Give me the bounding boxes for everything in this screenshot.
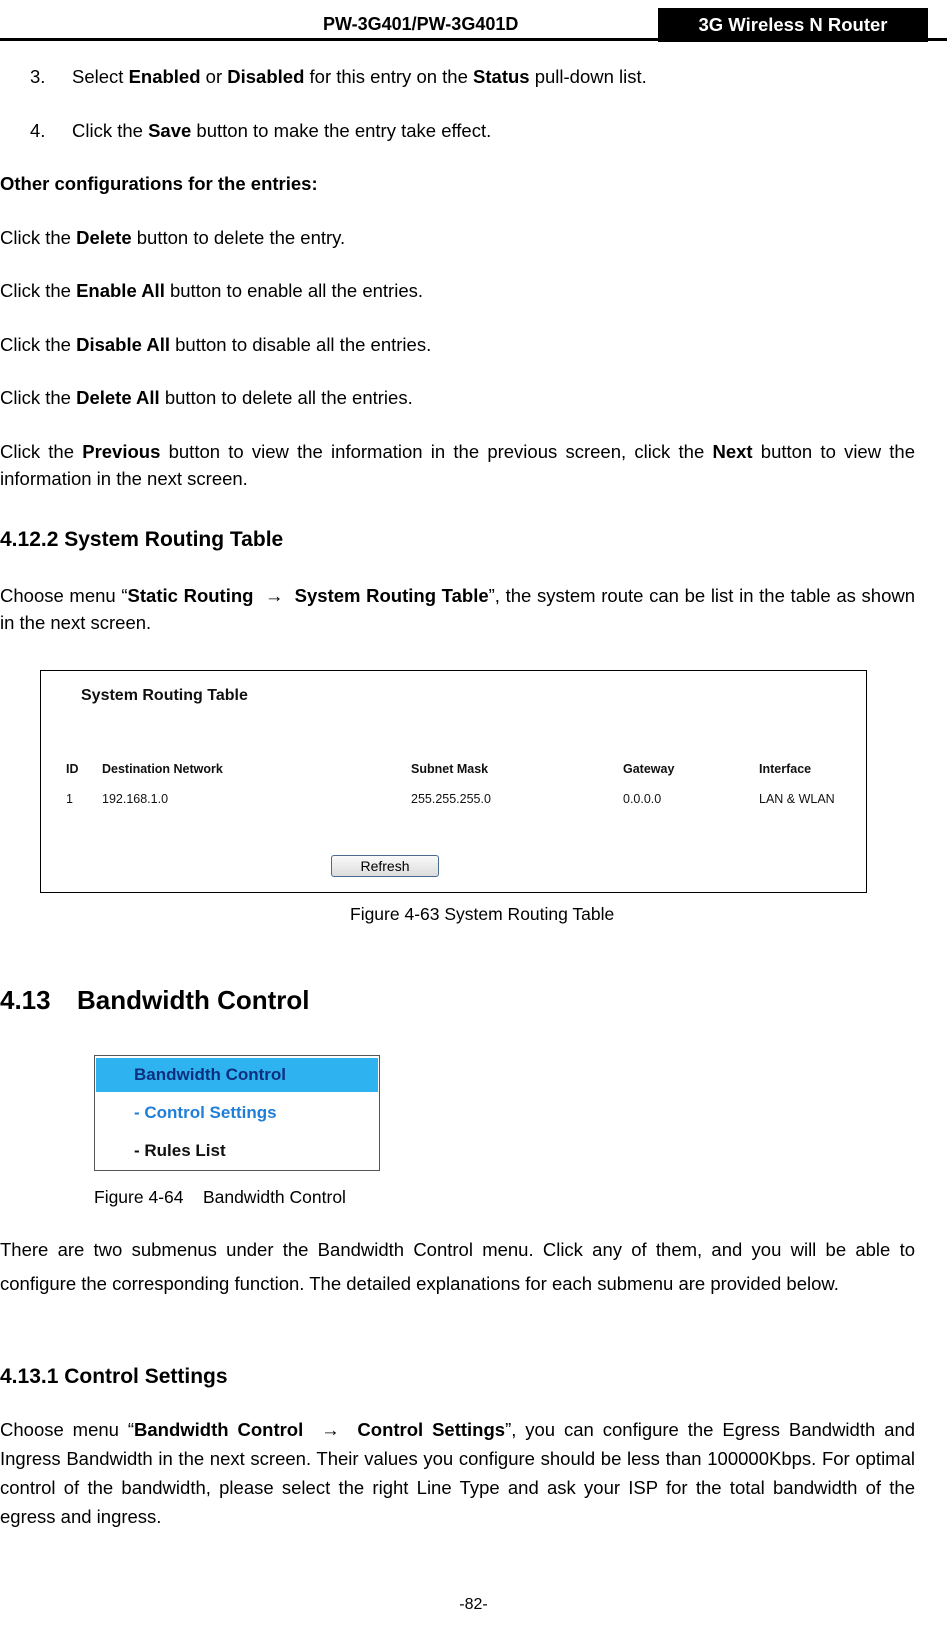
arrow-icon: →: [264, 585, 284, 606]
header-model: PW-3G401/PW-3G401D: [323, 14, 519, 34]
para-bold: Bandwidth Control: [134, 1419, 304, 1440]
page-number: -82-: [459, 1596, 488, 1613]
step-text: or: [200, 66, 228, 87]
item-bold: Disable All: [76, 334, 170, 355]
para-bold: Control Settings: [357, 1419, 506, 1440]
menu-item-rules-list[interactable]: - Rules List: [134, 1141, 226, 1160]
step-text: button to make the entry take effect.: [191, 120, 492, 141]
para-text: Choose menu “: [0, 585, 128, 606]
column-header-destination: Destination Network: [102, 762, 223, 776]
section-heading-4-13: [0, 985, 310, 1016]
item-text: Click the: [0, 280, 77, 301]
step-text: pull-down list.: [529, 66, 647, 87]
routing-table-screenshot: [40, 670, 867, 893]
arrow-icon: →: [321, 1419, 340, 1440]
step-3: [30, 63, 647, 90]
column-header-interface: Interface: [759, 762, 812, 776]
bandwidth-intro-paragraph: There are two submenus under the Bandwidth Control menu. Click any of them, and you will be able to configure the corresponding function. The detailed explanations for each submenu are provided below.: [0, 1239, 915, 1294]
para-text: ”, you can configure the Egress Bandwidth and Ingress Bandwidth in the next screen. Their values you configure should be less than 100000Kbps. For optimal control of the bandwidth, please select the right Line Type and ask your ISP for the total bandwidth of the egress and ingress.: [0, 1419, 916, 1527]
item-bold: Delete All: [76, 387, 160, 408]
click-item-delete-all: [0, 384, 413, 411]
item-text: button to disable all the entries.: [169, 334, 432, 355]
item-text: Click the: [0, 227, 77, 248]
step-4: [30, 117, 491, 144]
para-bold: Next: [712, 441, 753, 462]
item-text: Click the: [0, 387, 77, 408]
section-heading-4-12-2: [0, 528, 283, 552]
step-number: 3.: [30, 66, 46, 87]
item-text: Click the: [0, 334, 77, 355]
other-configurations-heading: Other configurations for the entries:: [0, 173, 318, 194]
system-routing-paragraph: [0, 582, 915, 636]
click-item-delete: [0, 224, 345, 251]
figure-caption-4-63: Figure 4-63 System Routing Table: [350, 904, 615, 924]
section-title: System Routing Table: [64, 528, 284, 551]
item-bold: Delete: [76, 227, 132, 248]
step-text: Select: [72, 66, 129, 87]
step-text: Click the: [72, 120, 149, 141]
step-number: 4.: [30, 120, 46, 141]
header-rule: [0, 38, 947, 41]
section-number: 4.13.1: [0, 1365, 59, 1388]
para-text: ”, the system route can be list in the table as shown in the next screen.: [0, 585, 916, 633]
click-item-disable-all: [0, 331, 431, 358]
para-bold: Previous: [82, 441, 161, 462]
previous-next-paragraph: [0, 438, 915, 492]
section-title: Bandwidth Control: [77, 985, 310, 1015]
para-text: Choose menu “: [0, 1419, 135, 1440]
refresh-button[interactable]: Refresh: [331, 855, 439, 877]
column-header-subnet-mask: Subnet Mask: [411, 762, 489, 776]
screenshot-title: System Routing Table: [81, 687, 248, 704]
para-text: button to view the information in the next screen.: [0, 441, 916, 489]
figure-caption-4-64: Figure 4-64 Bandwidth Control: [94, 1187, 346, 1207]
para-bold: System Routing Table: [294, 585, 489, 606]
control-settings-paragraph: [0, 1415, 915, 1531]
bandwidth-menu-screenshot: [94, 1055, 380, 1171]
step-text: for this entry on the: [304, 66, 474, 87]
table-cell-id: 1: [66, 792, 73, 806]
step-bold: Enabled: [128, 66, 201, 87]
table-cell-interface: LAN & WLAN: [759, 792, 835, 806]
table-cell-subnet-mask: 255.255.255.0: [411, 792, 491, 806]
section-number: 4.12.2: [0, 528, 59, 551]
item-text: button to delete all the entries.: [159, 387, 413, 408]
step-bold: Status: [473, 66, 530, 87]
section-title: Control Settings: [64, 1365, 228, 1388]
column-header-gateway: Gateway: [623, 762, 675, 776]
section-number: 4.13: [0, 985, 51, 1015]
para-bold: Static Routing: [127, 585, 254, 606]
header-product-tab: 3G Wireless N Router: [658, 8, 928, 42]
table-cell-gateway: 0.0.0.0: [623, 792, 662, 806]
column-header-id: ID: [66, 762, 79, 776]
para-text: Click the: [0, 441, 83, 462]
menu-item-bandwidth-control[interactable]: Bandwidth Control: [96, 1058, 378, 1092]
item-text: button to delete the entry.: [131, 227, 346, 248]
step-bold: Disabled: [227, 66, 305, 87]
section-heading-4-13-1: [0, 1365, 228, 1389]
item-text: button to enable all the entries.: [164, 280, 423, 301]
menu-item-control-settings[interactable]: - Control Settings: [134, 1103, 277, 1122]
step-bold: Save: [148, 120, 192, 141]
table-cell-destination: 192.168.1.0: [102, 792, 169, 806]
para-text: button to view the information in the previous screen, click the: [160, 441, 713, 462]
click-item-enable-all: [0, 277, 423, 304]
item-bold: Enable All: [76, 280, 165, 301]
